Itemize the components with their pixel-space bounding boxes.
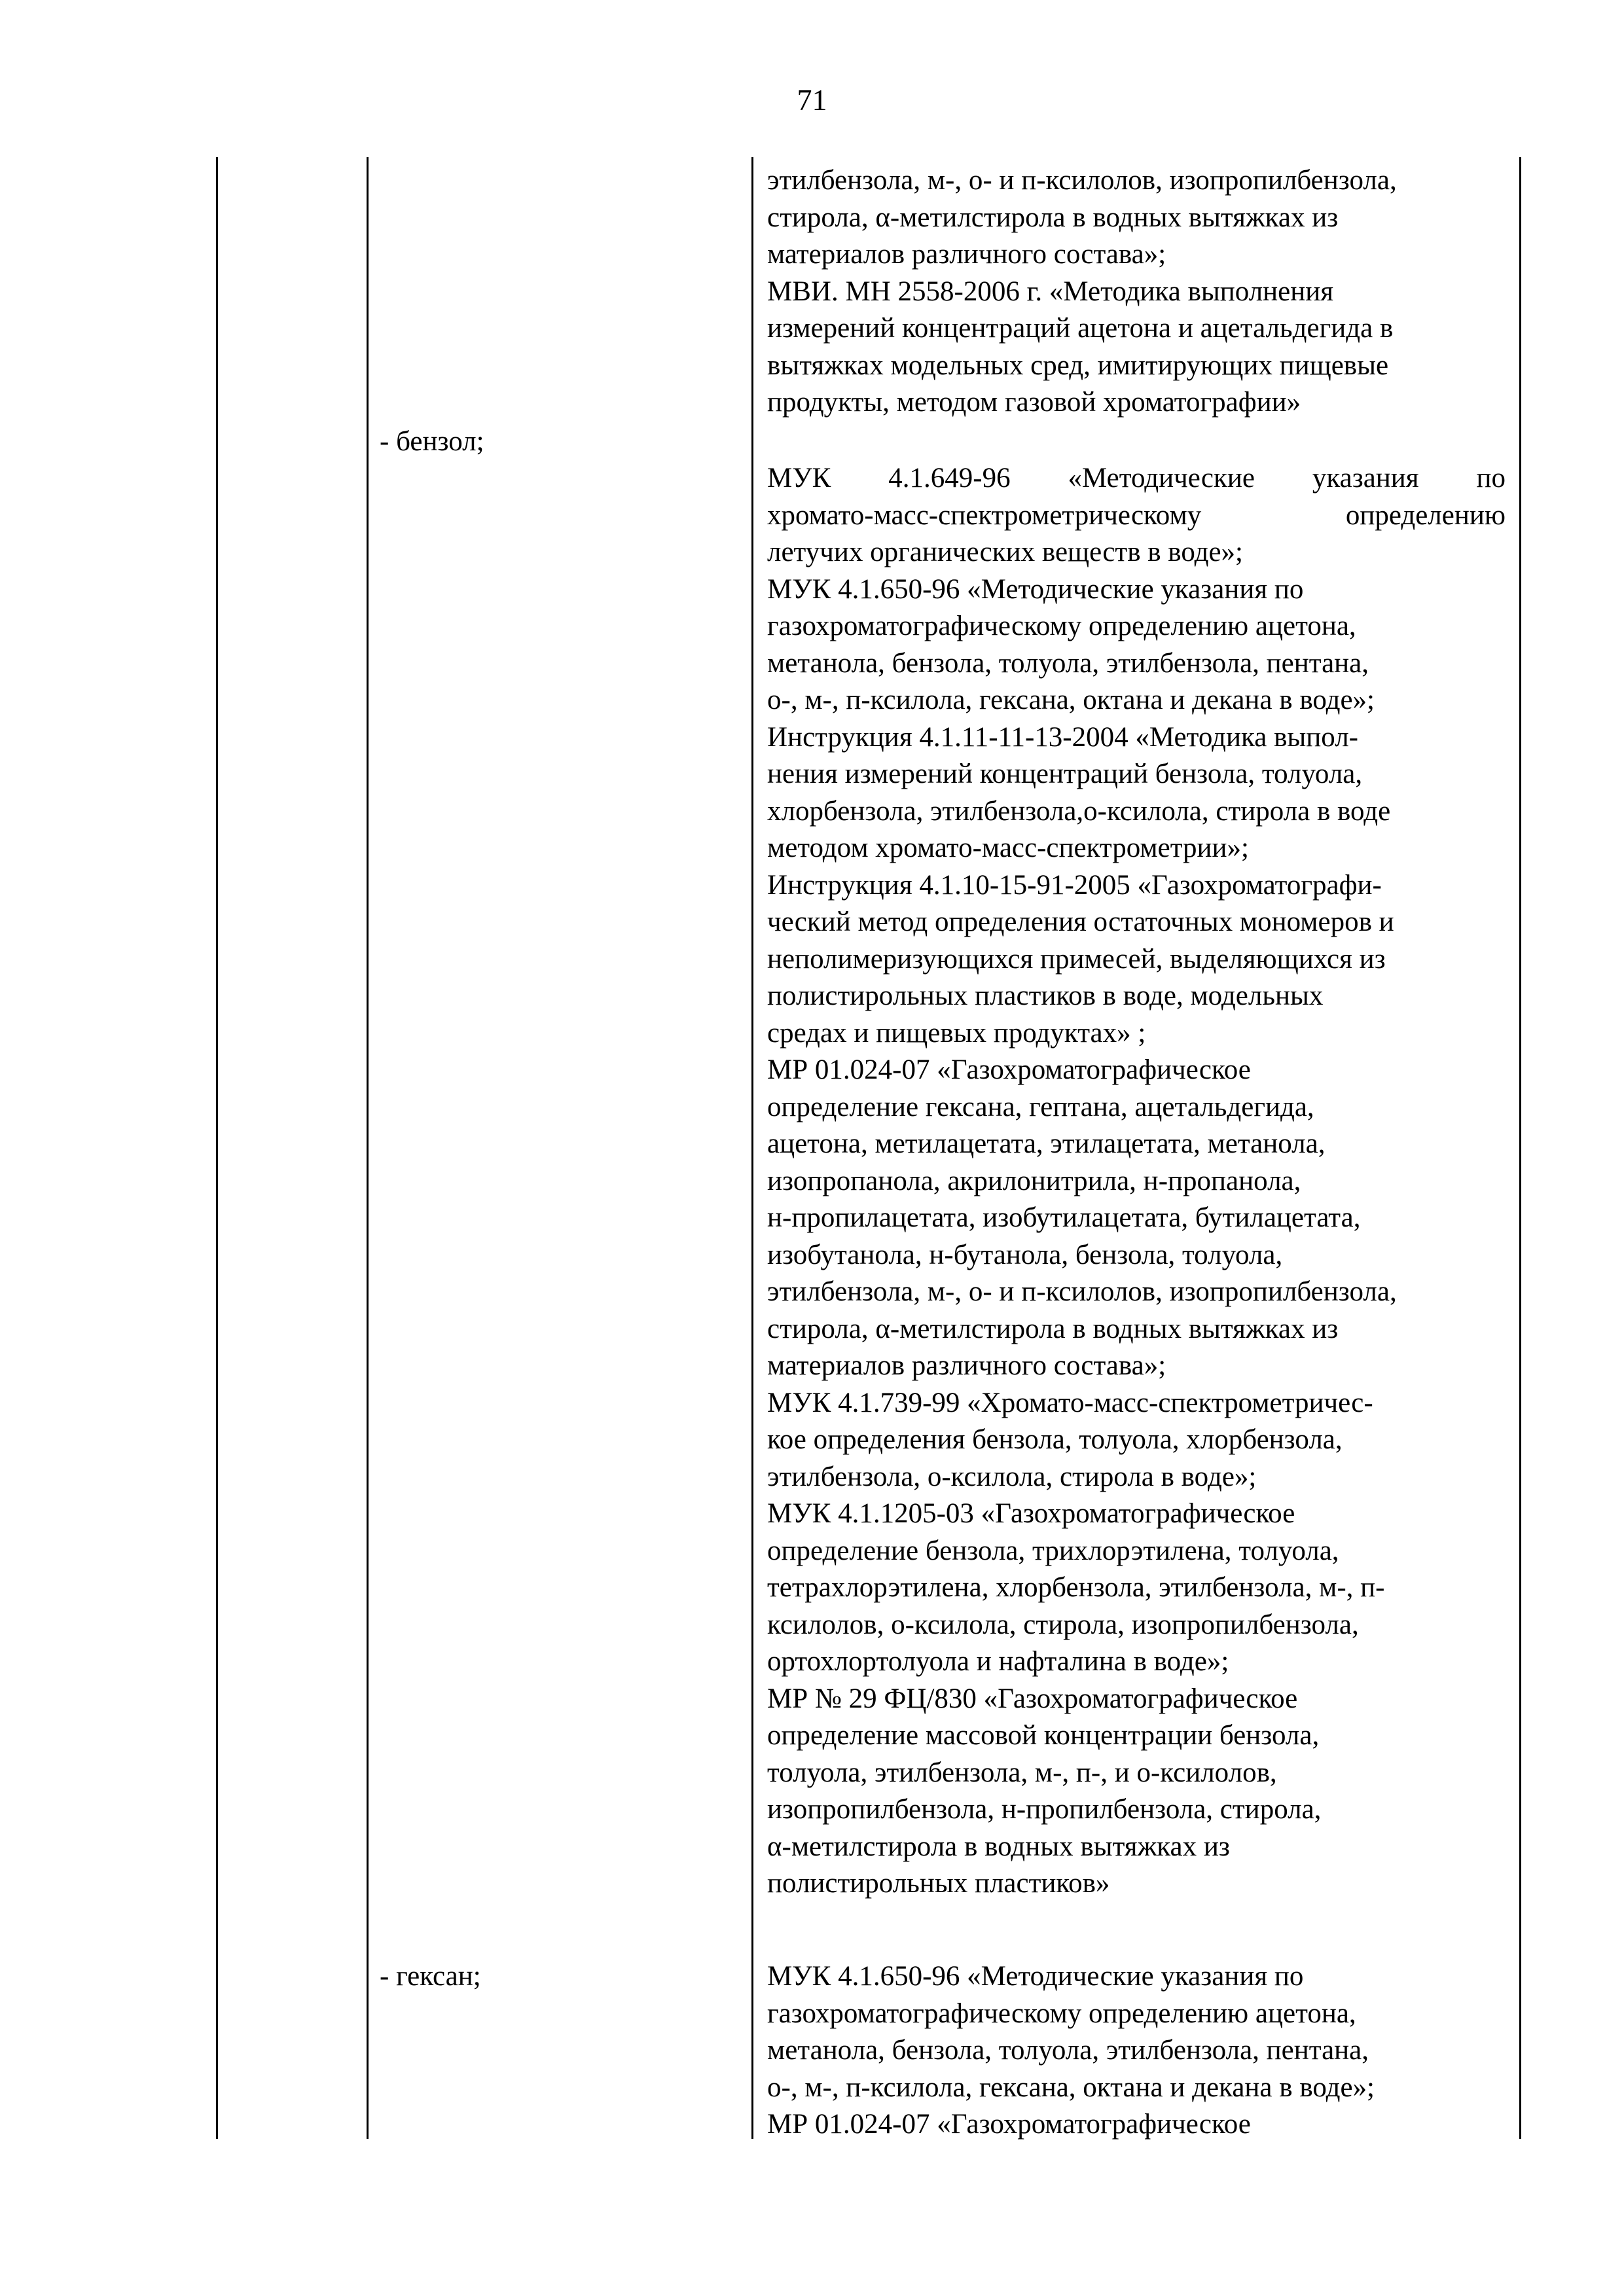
methods-cell-benzene bbox=[767, 460, 1506, 1903]
methods-cell-hexane bbox=[767, 1958, 1506, 2144]
method-entry: МУК 4.1.1205-03 «Газохроматографическое определение бензола, трихлорэтилена, толуола, тетрахлорэтилена, хлорбензола, этилбензола, м-, п- ксилолов, о-ксилола, стирола, изопропилбензола, ортохлортолуола и нафталина в воде»; bbox=[767, 1498, 1385, 1677]
method-entry: МВИ. МН 2558-2006 г. «Методика выполнения измерений концентраций ацетона и ацетальдегида в вытяжках модельных сред, имитирующих пищевые продукты, методом газовой хроматографии» bbox=[767, 276, 1394, 418]
table-border-col3 bbox=[751, 157, 753, 2139]
table-border-right bbox=[1519, 157, 1521, 2139]
method-entry: МР 01.024-07 «Газохроматографическое bbox=[767, 2109, 1251, 2140]
substance-benzene: - бензол; bbox=[380, 426, 484, 457]
table-border-col2 bbox=[367, 157, 369, 2139]
method-entry: МУК 4.1.739-99 «Хромато-масс-спектрометричес- кое определения бензола, толуола, хлорбензола, этилбензола, о-ксилола, стирола в воде»; bbox=[767, 1387, 1373, 1492]
method-entry: МР 01.024-07 «Газохроматографическое определение гексана, гептана, ацетальдегида, ацетона, метилацетата, этилацетата, метанола, изопропанола, акрилонитрила, н-пропанола, н-пропилацетата, изобутилацетата, бутилацетата, изобутанола, н-бутанола, бензола, толуола, этилбензола, м-, о- и п-ксилолов, изопропилбензола, стирола, α-метилстирола в водных вытяжках из материалов различного состава»; bbox=[767, 1054, 1397, 1381]
table-border-left bbox=[216, 157, 218, 2139]
page-number: 71 bbox=[797, 83, 827, 117]
methods-cell-continuation bbox=[767, 162, 1506, 422]
method-entry: МР № 29 ФЦ/830 «Газохроматографическое определение массовой концентрации бензола, толуола, этилбензола, м-, п-, и о-ксилолов, изопропилбензола, н-пропилбензола, стирола, α-метилстирола в водных вытяжках из полистирольных пластиков» bbox=[767, 1683, 1322, 1899]
method-entry: этилбензола, м-, о- и п-ксилолов, изопропилбензола, стирола, α-метилстирола в водных вытяжках из материалов различного состава»; bbox=[767, 165, 1397, 270]
method-entry: МУК 4.1.649-96 «Методические указания по хромато-масс-спектрометрическому определению летучих органических веществ в воде»; bbox=[767, 463, 1506, 567]
method-entry: Инструкция 4.1.10-15-91-2005 «Газохроматографи- ческий метод определения остаточных мономеров и неполимеризующихся примесей, выделяющихся из полистирольных пластиков в воде, модельных средах и пищевых продуктах» ; bbox=[767, 869, 1394, 1049]
method-entry: МУК 4.1.650-96 «Методические указания по газохроматографическому определению ацетона, метанола, бензола, толуола, этилбензола, пентана, о-, м-, п-ксилола, гексана, октана и декана в воде»; bbox=[767, 1961, 1375, 2103]
method-entry: Инструкция 4.1.11-11-13-2004 «Методика выпол- нения измерений концентраций бензола, толуола, хлорбензола, этилбензола,о-ксилола, стирола в воде методом хромато-масс-спектрометрии»; bbox=[767, 721, 1391, 863]
substance-hexane: - гексан; bbox=[380, 1961, 481, 1992]
method-entry: МУК 4.1.650-96 «Методические указания по газохроматографическому определению ацетона, метанола, бензола, толуола, этилбензола, пентана, о-, м-, п-ксилола, гексана, октана и декана в воде»; bbox=[767, 573, 1375, 715]
